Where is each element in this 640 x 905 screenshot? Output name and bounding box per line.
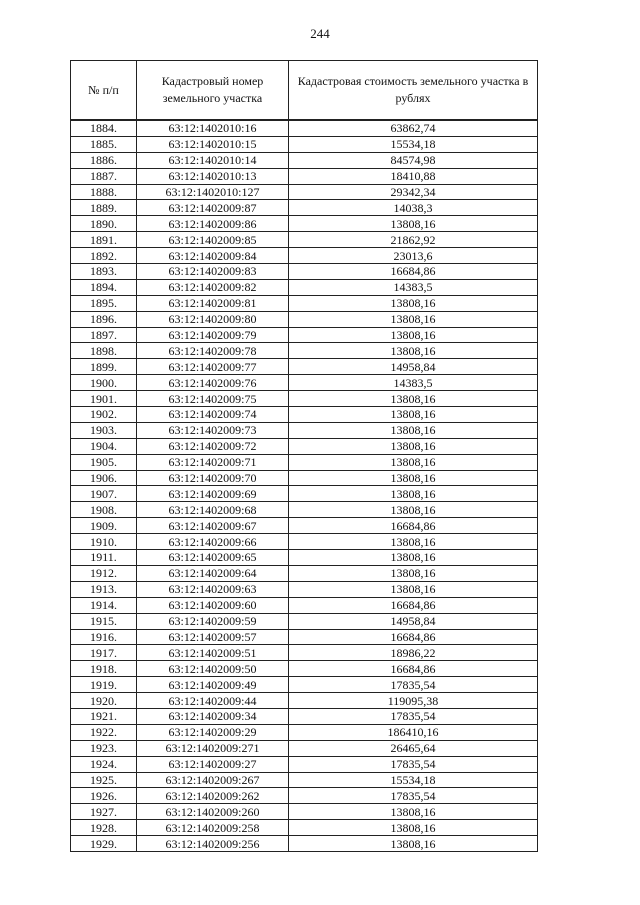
cadastral-value: 13808,16 <box>289 327 538 343</box>
cadastral-value: 16684,86 <box>289 661 538 677</box>
table-row <box>71 422 538 438</box>
cadastral-number: 63:12:1402010:127 <box>137 184 289 200</box>
row-number: 1905. <box>71 454 137 470</box>
cadastral-value: 13808,16 <box>289 820 538 836</box>
cadastral-value: 13808,16 <box>289 581 538 597</box>
cadastral-number: 63:12:1402009:83 <box>137 264 289 280</box>
cadastral-value: 15534,18 <box>289 772 538 788</box>
table-row <box>71 375 538 391</box>
cadastral-number: 63:12:1402009:262 <box>137 788 289 804</box>
table-row <box>71 565 538 581</box>
cadastral-number: 63:12:1402009:87 <box>137 200 289 216</box>
cadastral-value: 23013,6 <box>289 248 538 264</box>
table-row <box>71 581 538 597</box>
row-number: 1919. <box>71 677 137 693</box>
table-row <box>71 136 538 152</box>
cadastral-number: 63:12:1402009:256 <box>137 836 289 852</box>
row-number: 1893. <box>71 264 137 280</box>
cadastral-value: 14958,84 <box>289 359 538 375</box>
row-number: 1912. <box>71 565 137 581</box>
cadastral-number: 63:12:1402009:72 <box>137 438 289 454</box>
table-row <box>71 407 538 423</box>
cadastral-value: 15534,18 <box>289 136 538 152</box>
cadastral-number: 63:12:1402009:71 <box>137 454 289 470</box>
cadastral-value: 13808,16 <box>289 470 538 486</box>
row-number: 1914. <box>71 597 137 613</box>
cadastral-number: 63:12:1402010:16 <box>137 120 289 136</box>
cadastral-number: 63:12:1402009:258 <box>137 820 289 836</box>
cadastral-value: 13808,16 <box>289 486 538 502</box>
cadastral-value: 18410,88 <box>289 168 538 184</box>
table-row <box>71 788 538 804</box>
row-number: 1894. <box>71 279 137 295</box>
row-number: 1906. <box>71 470 137 486</box>
row-number: 1885. <box>71 136 137 152</box>
cadastral-number: 63:12:1402009:74 <box>137 407 289 423</box>
row-number: 1911. <box>71 550 137 566</box>
cadastral-number: 63:12:1402009:82 <box>137 279 289 295</box>
table-row <box>71 359 538 375</box>
cadastral-number: 63:12:1402009:63 <box>137 581 289 597</box>
table-row <box>71 486 538 502</box>
cadastral-number: 63:12:1402009:73 <box>137 422 289 438</box>
cadastral-number: 63:12:1402009:75 <box>137 391 289 407</box>
row-number: 1886. <box>71 152 137 168</box>
row-number: 1892. <box>71 248 137 264</box>
cadastral-number: 63:12:1402009:65 <box>137 550 289 566</box>
cadastral-number: 63:12:1402009:57 <box>137 629 289 645</box>
cadastral-value: 17835,54 <box>289 756 538 772</box>
row-number: 1910. <box>71 534 137 550</box>
cadastral-number: 63:12:1402009:84 <box>137 248 289 264</box>
cadastral-value: 13808,16 <box>289 311 538 327</box>
table-row <box>71 311 538 327</box>
row-number: 1895. <box>71 295 137 311</box>
table-row <box>71 693 538 709</box>
header-number: № п/п <box>71 61 137 121</box>
row-number: 1901. <box>71 391 137 407</box>
row-number: 1921. <box>71 708 137 724</box>
row-number: 1887. <box>71 168 137 184</box>
cadastral-value: 13808,16 <box>289 438 538 454</box>
table-row <box>71 534 538 550</box>
cadastral-number: 63:12:1402009:260 <box>137 804 289 820</box>
cadastral-value: 29342,34 <box>289 184 538 200</box>
row-number: 1898. <box>71 343 137 359</box>
table-row <box>71 454 538 470</box>
cadastral-number: 63:12:1402009:51 <box>137 645 289 661</box>
table-row <box>71 391 538 407</box>
cadastral-number: 63:12:1402009:49 <box>137 677 289 693</box>
row-number: 1928. <box>71 820 137 836</box>
cadastral-value: 16684,86 <box>289 597 538 613</box>
cadastral-number: 63:12:1402010:15 <box>137 136 289 152</box>
row-number: 1920. <box>71 693 137 709</box>
row-number: 1929. <box>71 836 137 852</box>
cadastral-number: 63:12:1402009:70 <box>137 470 289 486</box>
table-row <box>71 661 538 677</box>
table-row <box>71 184 538 200</box>
cadastral-number: 63:12:1402010:14 <box>137 152 289 168</box>
cadastral-value: 13808,16 <box>289 216 538 232</box>
table-row <box>71 295 538 311</box>
row-number: 1904. <box>71 438 137 454</box>
table-row <box>71 200 538 216</box>
row-number: 1916. <box>71 629 137 645</box>
table-row <box>71 772 538 788</box>
table-row <box>71 168 538 184</box>
cadastral-value: 26465,64 <box>289 740 538 756</box>
cadastral-number: 63:12:1402009:79 <box>137 327 289 343</box>
table-row <box>71 264 538 280</box>
cadastral-value: 21862,92 <box>289 232 538 248</box>
cadastral-number: 63:12:1402009:50 <box>137 661 289 677</box>
cadastral-number: 63:12:1402009:29 <box>137 724 289 740</box>
cadastral-value: 84574,98 <box>289 152 538 168</box>
table-row <box>71 470 538 486</box>
cadastral-value: 17835,54 <box>289 677 538 693</box>
table-row <box>71 613 538 629</box>
cadastral-number: 63:12:1402009:78 <box>137 343 289 359</box>
row-number: 1926. <box>71 788 137 804</box>
cadastral-number: 63:12:1402009:77 <box>137 359 289 375</box>
row-number: 1923. <box>71 740 137 756</box>
row-number: 1888. <box>71 184 137 200</box>
cadastral-value: 13808,16 <box>289 343 538 359</box>
table-row <box>71 550 538 566</box>
table-row <box>71 804 538 820</box>
row-number: 1908. <box>71 502 137 518</box>
cadastral-value: 14383,5 <box>289 279 538 295</box>
table-row <box>71 152 538 168</box>
cadastral-number: 63:12:1402009:81 <box>137 295 289 311</box>
row-number: 1903. <box>71 422 137 438</box>
table-row <box>71 502 538 518</box>
cadastral-number: 63:12:1402009:67 <box>137 518 289 534</box>
table-header <box>71 61 538 121</box>
cadastral-value: 17835,54 <box>289 788 538 804</box>
table-row <box>71 120 538 136</box>
row-number: 1902. <box>71 407 137 423</box>
row-number: 1890. <box>71 216 137 232</box>
table-row <box>71 836 538 852</box>
row-number: 1913. <box>71 581 137 597</box>
row-number: 1915. <box>71 613 137 629</box>
table-row <box>71 232 538 248</box>
cadastral-number: 63:12:1402010:13 <box>137 168 289 184</box>
header-cadastral-value: Кадастровая стоимость земельного участка в рублях <box>289 61 538 121</box>
cadastral-value: 13808,16 <box>289 295 538 311</box>
row-number: 1889. <box>71 200 137 216</box>
table-row <box>71 327 538 343</box>
cadastral-value: 13808,16 <box>289 422 538 438</box>
row-number: 1924. <box>71 756 137 772</box>
table-row <box>71 708 538 724</box>
row-number: 1909. <box>71 518 137 534</box>
row-number: 1925. <box>71 772 137 788</box>
row-number: 1900. <box>71 375 137 391</box>
cadastral-value-table <box>70 60 538 852</box>
row-number: 1896. <box>71 311 137 327</box>
cadastral-value: 13808,16 <box>289 550 538 566</box>
cadastral-value: 13808,16 <box>289 407 538 423</box>
cadastral-value: 186410,16 <box>289 724 538 740</box>
cadastral-value: 16684,86 <box>289 518 538 534</box>
cadastral-number: 63:12:1402009:68 <box>137 502 289 518</box>
row-number: 1907. <box>71 486 137 502</box>
cadastral-value: 14958,84 <box>289 613 538 629</box>
cadastral-number: 63:12:1402009:34 <box>137 708 289 724</box>
row-number: 1897. <box>71 327 137 343</box>
cadastral-number: 63:12:1402009:60 <box>137 597 289 613</box>
table-row <box>71 597 538 613</box>
cadastral-value: 14383,5 <box>289 375 538 391</box>
cadastral-value: 17835,54 <box>289 708 538 724</box>
cadastral-number: 63:12:1402009:271 <box>137 740 289 756</box>
cadastral-value: 13808,16 <box>289 565 538 581</box>
cadastral-value: 13808,16 <box>289 534 538 550</box>
cadastral-value: 13808,16 <box>289 391 538 407</box>
cadastral-value: 14038,3 <box>289 200 538 216</box>
cadastral-value: 16684,86 <box>289 629 538 645</box>
cadastral-number: 63:12:1402009:80 <box>137 311 289 327</box>
table-row <box>71 518 538 534</box>
row-number: 1899. <box>71 359 137 375</box>
row-number: 1918. <box>71 661 137 677</box>
table-row <box>71 279 538 295</box>
cadastral-value: 63862,74 <box>289 120 538 136</box>
table-row <box>71 724 538 740</box>
cadastral-number: 63:12:1402009:85 <box>137 232 289 248</box>
table-row <box>71 820 538 836</box>
cadastral-number: 63:12:1402009:86 <box>137 216 289 232</box>
cadastral-number: 63:12:1402009:76 <box>137 375 289 391</box>
table-row <box>71 248 538 264</box>
cadastral-number: 63:12:1402009:59 <box>137 613 289 629</box>
cadastral-number: 63:12:1402009:64 <box>137 565 289 581</box>
table-row <box>71 343 538 359</box>
cadastral-number: 63:12:1402009:267 <box>137 772 289 788</box>
table-row <box>71 645 538 661</box>
cadastral-number: 63:12:1402009:27 <box>137 756 289 772</box>
table-row <box>71 677 538 693</box>
cadastral-number: 63:12:1402009:44 <box>137 693 289 709</box>
table-row <box>71 438 538 454</box>
row-number: 1927. <box>71 804 137 820</box>
cadastral-value: 13808,16 <box>289 836 538 852</box>
row-number: 1917. <box>71 645 137 661</box>
cadastral-value: 13808,16 <box>289 502 538 518</box>
table-row <box>71 740 538 756</box>
cadastral-number: 63:12:1402009:69 <box>137 486 289 502</box>
row-number: 1891. <box>71 232 137 248</box>
row-number: 1922. <box>71 724 137 740</box>
header-cadastral-number: Кадастровый номер земельного участка <box>137 61 289 121</box>
cadastral-value: 13808,16 <box>289 454 538 470</box>
cadastral-number: 63:12:1402009:66 <box>137 534 289 550</box>
table-row <box>71 756 538 772</box>
cadastral-value: 18986,22 <box>289 645 538 661</box>
cadastral-value: 16684,86 <box>289 264 538 280</box>
table-row <box>71 629 538 645</box>
cadastral-value: 13808,16 <box>289 804 538 820</box>
row-number: 1884. <box>71 120 137 136</box>
cadastral-value: 119095,38 <box>289 693 538 709</box>
table-body <box>71 120 538 851</box>
page-number: 244 <box>310 26 330 41</box>
table-row <box>71 216 538 232</box>
